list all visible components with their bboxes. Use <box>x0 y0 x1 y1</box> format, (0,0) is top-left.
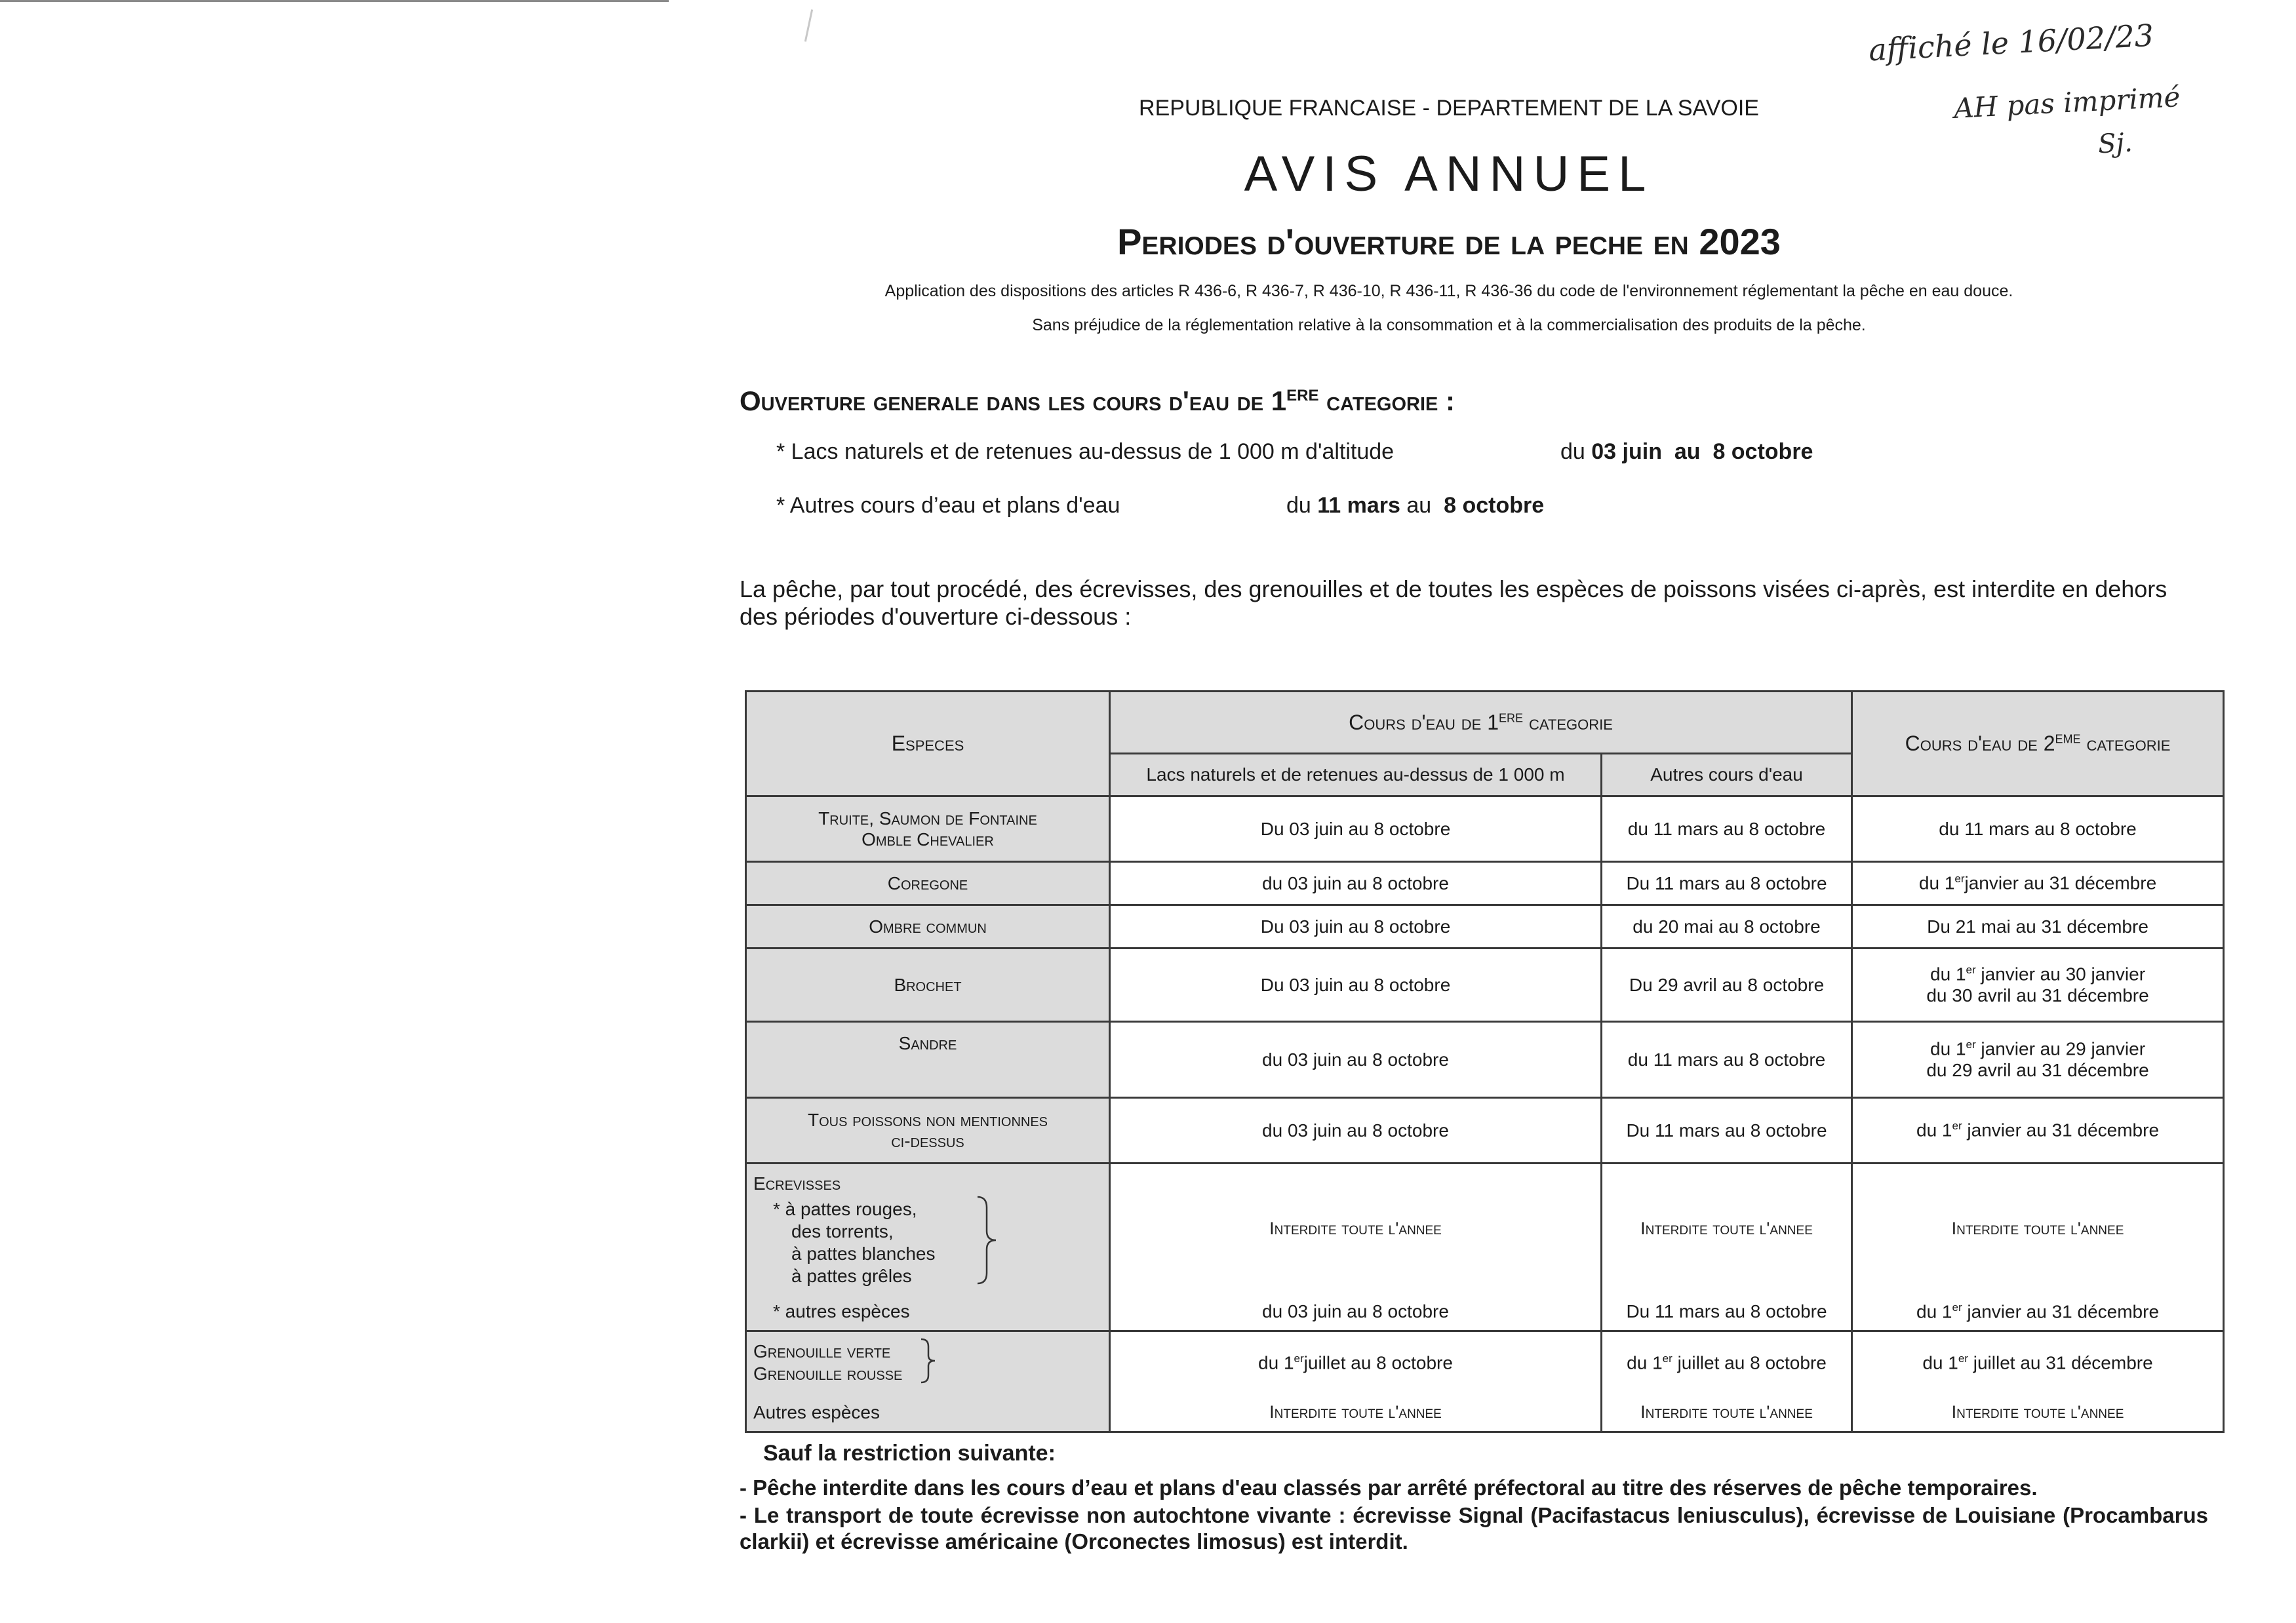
ecrevisses-autres-lacs: du 03 juin au 8 octobre <box>1110 1293 1602 1331</box>
brochet-cat2-b: janvier au 30 janvier <box>1975 964 2146 985</box>
ombre-autres: du 20 mai au 8 octobre <box>1602 905 1852 948</box>
grenouille-autres <box>1602 1331 1852 1394</box>
grenouille-autres-a: du 1 <box>1627 1352 1663 1373</box>
header-cat2 <box>1852 692 2224 796</box>
header-cat1 <box>1110 692 1852 754</box>
species-truite-line1: Truite, Saumon de Fontaine <box>818 808 1037 829</box>
grenouille-lacs-b: juillet au 8 octobre <box>1303 1352 1453 1373</box>
tous-lacs: du 03 juin au 8 octobre <box>1110 1098 1602 1163</box>
table-row <box>746 905 2224 948</box>
autres-especes-lacs: Interdite toute l'annee <box>1110 1394 1602 1432</box>
coregone-autres: Du 11 mars au 8 octobre <box>1602 862 1852 905</box>
header-cat2-a: Cours d'eau de 2 <box>1905 732 2055 755</box>
sandre-cat2-a: du 1 <box>1930 1038 1966 1059</box>
brochet-cat2-line2: du 30 avril au 31 décembre <box>1926 985 2149 1006</box>
species-coregone: Coregone <box>746 862 1110 905</box>
brochet-autres: Du 29 avril au 8 octobre <box>1602 948 1852 1022</box>
brochet-cat2-a: du 1 <box>1930 964 1966 985</box>
sandre-cat2-b: janvier au 29 janvier <box>1975 1038 2146 1059</box>
periodes-title <box>957 220 1941 263</box>
table-row <box>746 1331 2224 1394</box>
tous-cat2 <box>1852 1098 2224 1163</box>
species-tous-line1: Tous poissons non mentionnes <box>807 1109 1048 1130</box>
sandre-cat2 <box>1852 1022 2224 1098</box>
handwritten-initials: Sj. <box>2097 127 2133 160</box>
coregone-cat2-b: janvier au 31 décembre <box>1964 872 2157 893</box>
lacs-period <box>1560 439 1813 465</box>
ouverture-title <box>740 385 1455 417</box>
restriction-line2: - Le transport de toute écrevisse non autochtone vivante : écrevisse Signal (Pacifastacus leniusculus), écrevisse de Louisiane (Procambarus clarkii) et écrevisse américaine (Orconectes limosus) est interdit. <box>740 1503 2208 1554</box>
coregone-lacs: du 03 juin au 8 octobre <box>1110 862 1602 905</box>
header-autres: Autres cours d'eau <box>1602 754 1852 796</box>
sandre-autres: du 11 mars au 8 octobre <box>1602 1022 1852 1098</box>
table-row <box>746 862 2224 905</box>
species-tous-line2: ci-dessus <box>891 1130 964 1151</box>
species-brochet: Brochet <box>746 948 1110 1022</box>
grenouille-autres-sup: er <box>1662 1352 1673 1365</box>
table-row <box>746 1163 2224 1293</box>
ecrevisses-sub4: à pattes grêles <box>791 1265 912 1286</box>
periodes-title-year: 2023 <box>1699 221 1781 262</box>
ecrevisses-autres-cat2-a: du 1 <box>1916 1300 1952 1321</box>
autres-au: au <box>1400 493 1444 518</box>
grenouille-brace <box>919 1337 939 1389</box>
ecrevisses-group <box>753 1194 1102 1291</box>
ecrevisses-lacs-interdite: Interdite toute l'annee <box>1110 1163 1602 1293</box>
grenouille-rousse: Grenouille rousse <box>753 1363 903 1384</box>
species-autres-especes: Autres espèces <box>746 1394 1110 1432</box>
grenouille-list <box>753 1340 902 1385</box>
lacs-du: du <box>1560 439 1592 464</box>
table-row <box>746 1293 2224 1331</box>
ecrevisses-autres-cat2-b: janvier au 31 décembre <box>1962 1300 2160 1321</box>
ouverture-title-part1: Ouverture generale dans les cours d'eau de 1 <box>740 385 1287 416</box>
table-row <box>746 1022 2224 1098</box>
autres-du: du <box>1286 493 1318 518</box>
sandre-lacs: du 03 juin au 8 octobre <box>1110 1022 1602 1098</box>
sandre-cat2-line1 <box>1859 1038 2216 1059</box>
brochet-cat2-sup: er <box>1966 964 1976 977</box>
avis-annuel-title: AVIS ANNUEL <box>1244 146 1654 202</box>
autres-to: 8 octobre <box>1444 493 1545 518</box>
scan-edge-line <box>0 0 669 2</box>
species-grenouille <box>746 1331 1110 1394</box>
header-cat1-b: categorie <box>1523 710 1613 734</box>
application-text: Application des dispositions des articles R 436-6, R 436-7, R 436-10, R 436-11, R 436-36 du code de l'environnement réglementant la pêche en eau douce. <box>884 282 2013 300</box>
ecrevisses-autres-cat2-sup: er <box>1952 1300 1962 1314</box>
ecrevisses-autres-autres: Du 11 mars au 8 octobre <box>1602 1293 1852 1331</box>
ouverture-title-part2: categorie : <box>1318 385 1455 416</box>
sandre-cat2-sup: er <box>1966 1038 1976 1051</box>
sauf-restriction: Sauf la restriction suivante: <box>763 1441 1056 1466</box>
tous-autres: Du 11 mars au 8 octobre <box>1602 1098 1852 1163</box>
species-tous <box>746 1098 1110 1163</box>
grenouille-cat2-b: juillet au 31 décembre <box>1968 1352 2153 1373</box>
species-truite-line2: Omble Chevalier <box>861 829 994 850</box>
brace-icon <box>919 1337 939 1384</box>
ecrevisses-autres-interdite: Interdite toute l'annee <box>1602 1163 1852 1293</box>
header-cat2-sup: EME <box>2055 732 2081 746</box>
species-truite <box>746 796 1110 862</box>
scan-mark <box>804 9 813 42</box>
autres-label: * Autres cours d’eau et plans d'eau <box>776 493 1120 518</box>
brochet-lacs: Du 03 juin au 8 octobre <box>1110 948 1602 1022</box>
species-ecrevisses <box>746 1163 1110 1293</box>
ecrevisses-sub1: * à pattes rouges, <box>773 1198 917 1219</box>
truite-lacs: Du 03 juin au 8 octobre <box>1110 796 1602 862</box>
autres-from: 11 mars <box>1317 493 1400 518</box>
periodes-title-text: Periodes d'ouverture de la peche en <box>1117 221 1689 262</box>
autres-especes-cat2: Interdite toute l'annee <box>1852 1394 2224 1432</box>
header-cat2-b: categorie <box>2080 732 2171 755</box>
ecrevisses-brace <box>975 1194 1001 1291</box>
lacs-to: 8 octobre <box>1712 439 1813 464</box>
grenouille-cat2 <box>1852 1331 2224 1394</box>
table-row <box>746 1098 2224 1163</box>
interdiction-paragraph: La pêche, par tout procédé, des écrevisses, des grenouilles et de toutes les espèces de poissons visées ci-après, est interdite en dehors des périodes d'ouverture ci-dessous : <box>740 576 2167 630</box>
handwritten-posting-date: affiché le 16/02/23 <box>1867 17 2155 68</box>
ecrevisses-cat2-interdite: Interdite toute l'annee <box>1852 1163 2224 1293</box>
lacs-from: 03 juin <box>1591 439 1662 464</box>
grenouille-lacs-a: du 1 <box>1258 1352 1294 1373</box>
ecrevisses-autres-cat2 <box>1852 1293 2224 1331</box>
table-row <box>746 1394 2224 1432</box>
restriction-line1: - Pêche interdite dans les cours d’eau et plans d'eau classés par arrêté préfectoral au titre des réserves de pêche temporaires. <box>740 1476 2038 1500</box>
ecrevisses-autres-especes: * autres espèces <box>746 1293 1110 1331</box>
species-ecrevisses-title: Ecrevisses <box>753 1173 841 1194</box>
grenouille-cat2-a: du 1 <box>1922 1352 1958 1373</box>
ecrevisses-sub2: des torrents, <box>791 1221 894 1242</box>
species-ombre: Ombre commun <box>746 905 1110 948</box>
sandre-cat2-line2: du 29 avril au 31 décembre <box>1926 1059 2149 1080</box>
lacs-label: * Lacs naturels et de retenues au-dessus de 1 000 m d'altitude <box>776 439 1395 464</box>
grenouille-cat2-sup: er <box>1958 1352 1968 1365</box>
brochet-cat2-line1 <box>1859 964 2216 985</box>
coregone-cat2-sup: er <box>1954 872 1965 886</box>
header-lacs: Lacs naturels et de retenues au-dessus de 1 000 m <box>1110 754 1602 796</box>
periods-table <box>745 690 2225 1433</box>
republique-header: REPUBLIQUE FRANCAISE - DEPARTEMENT DE LA SAVOIE <box>1139 96 1759 121</box>
brace-icon <box>975 1194 1001 1286</box>
table-row <box>746 796 2224 862</box>
lacs-au: au <box>1661 439 1713 464</box>
ecrevisses-list <box>753 1198 936 1287</box>
coregone-cat2 <box>1852 862 2224 905</box>
grenouille-group <box>753 1337 1102 1389</box>
handwritten-note: AH pas imprimé <box>1952 80 2181 125</box>
grenouille-verte: Grenouille verte <box>753 1341 891 1362</box>
autres-especes-autres: Interdite toute l'annee <box>1602 1394 1852 1432</box>
prejudice-text: Sans préjudice de la réglementation relative à la consommation et à la commercialisation des produits de la pêche. <box>1032 316 1866 334</box>
autres-period <box>1286 493 1544 518</box>
table-row <box>746 948 2224 1022</box>
truite-autres: du 11 mars au 8 octobre <box>1602 796 1852 862</box>
header-cat1-sup: ERE <box>1499 711 1524 724</box>
brochet-cat2 <box>1852 948 2224 1022</box>
header-cat1-a: Cours d'eau de 1 <box>1349 710 1499 734</box>
ouverture-title-sup: ERE <box>1286 387 1319 404</box>
ombre-lacs: Du 03 juin au 8 octobre <box>1110 905 1602 948</box>
tous-cat2-sup: er <box>1952 1120 1962 1133</box>
truite-cat2: du 11 mars au 8 octobre <box>1852 796 2224 862</box>
species-sandre: Sandre <box>746 1022 1110 1098</box>
tous-cat2-a: du 1 <box>1916 1120 1952 1141</box>
grenouille-lacs-sup: er <box>1294 1352 1304 1365</box>
grenouille-autres-b: juillet au 8 octobre <box>1672 1352 1827 1373</box>
ecrevisses-sub3: à pattes blanches <box>791 1243 936 1264</box>
ombre-cat2: Du 21 mai au 31 décembre <box>1852 905 2224 948</box>
tous-cat2-b: janvier au 31 décembre <box>1962 1120 2160 1141</box>
grenouille-lacs <box>1110 1331 1602 1394</box>
coregone-cat2-a: du 1 <box>1918 872 1955 893</box>
header-especes: Especes <box>746 692 1110 796</box>
